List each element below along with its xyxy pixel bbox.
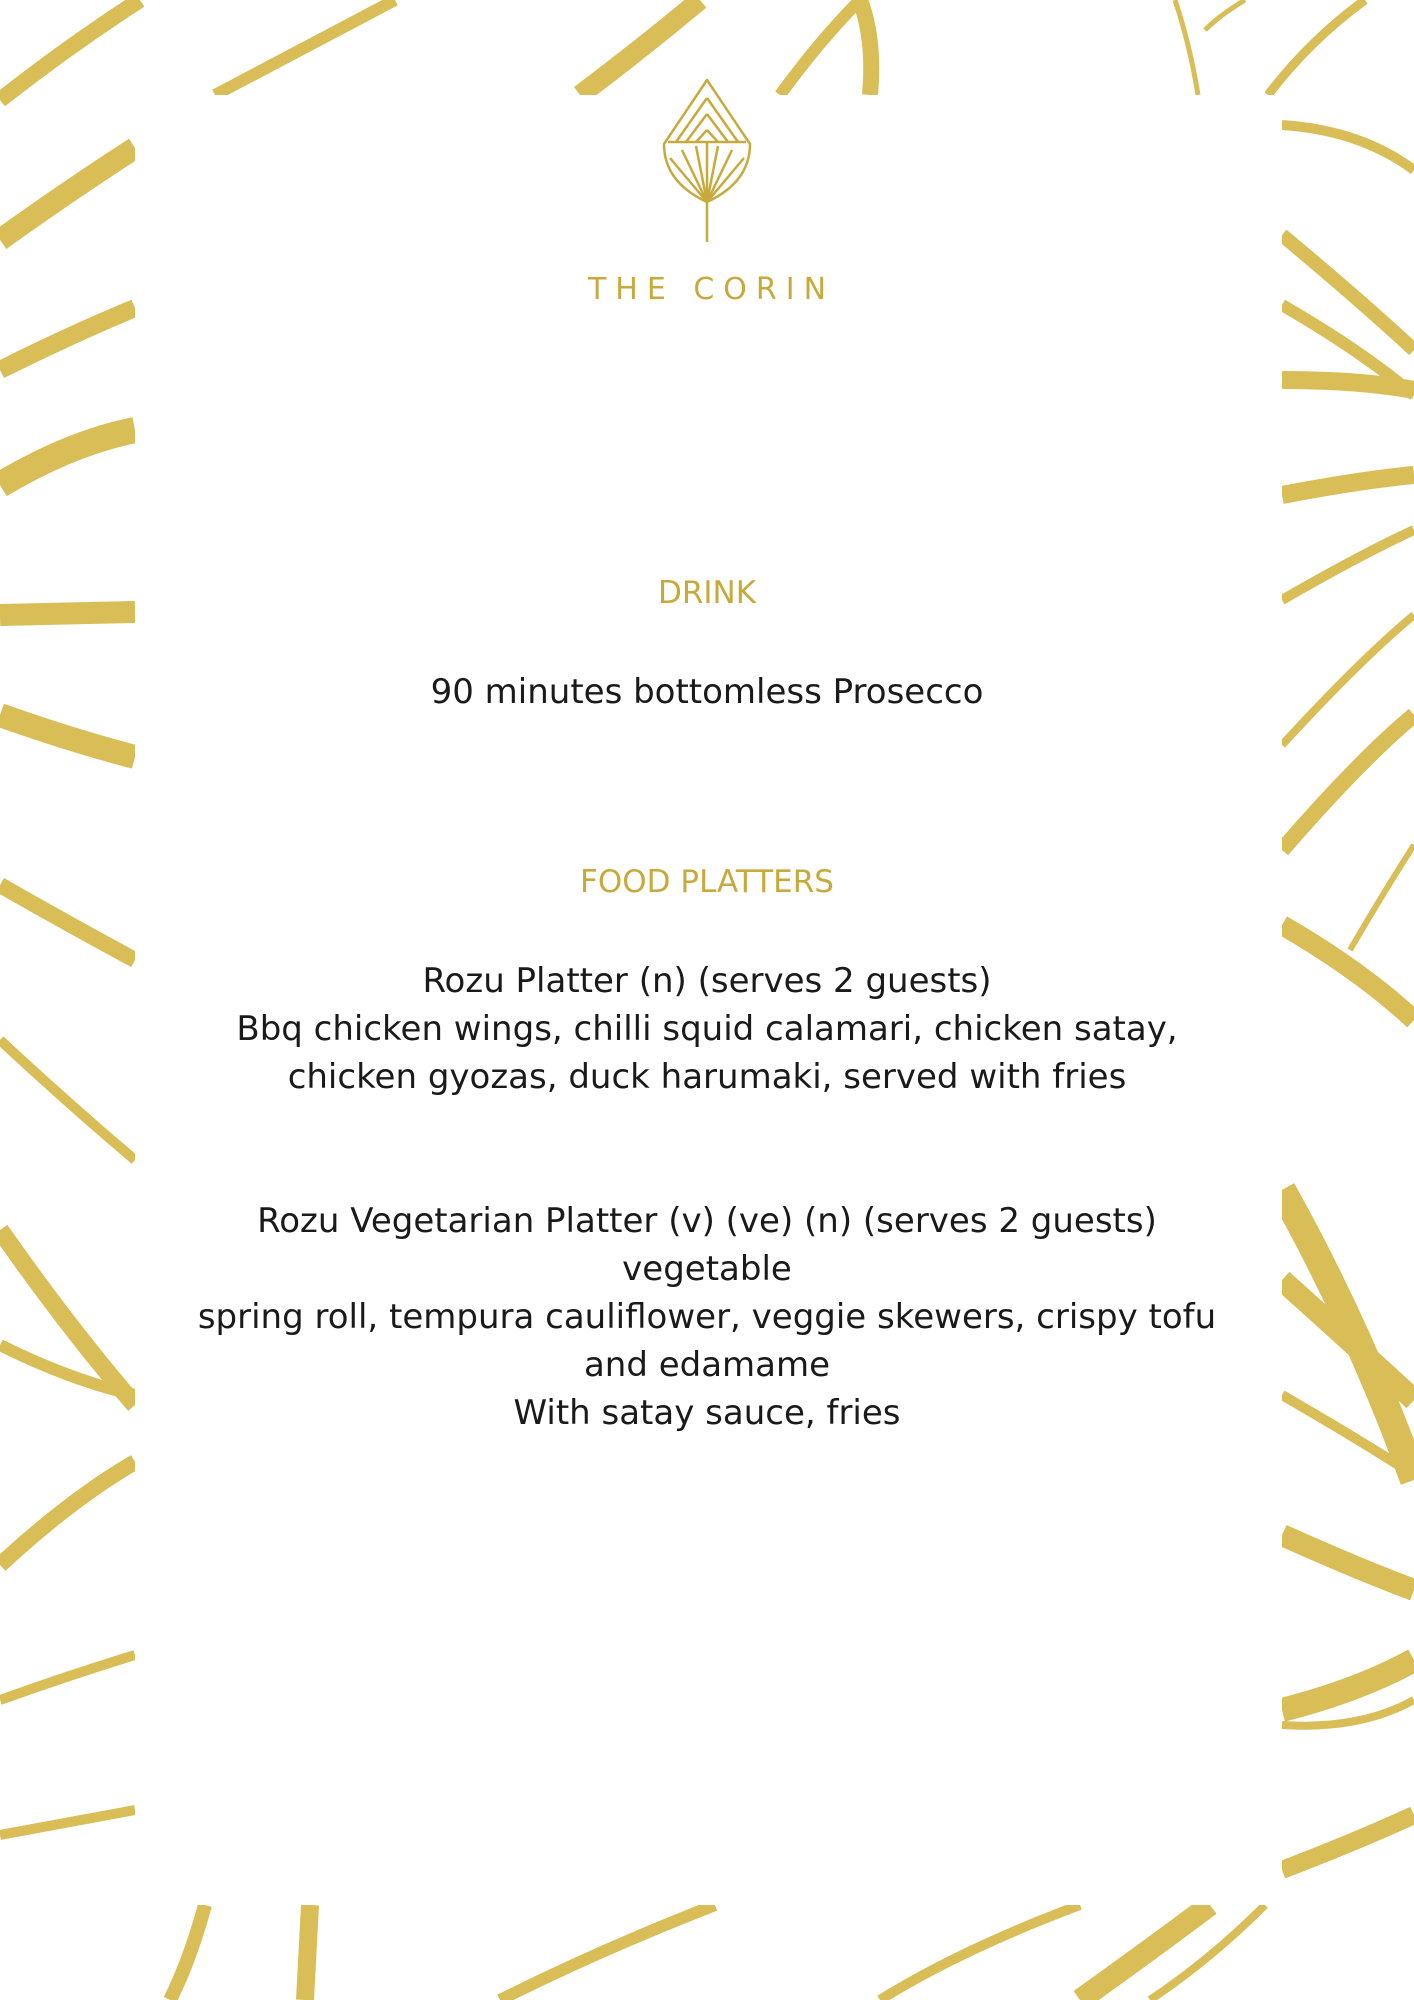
platter-2-description: spring roll, tempura cauliflower, veggie skewers, crispy tofu — [197, 1297, 1217, 1337]
drink-item: 90 minutes bottomless Prosecco — [430, 672, 984, 712]
platter-2-title: Rozu Vegetarian Platter (v) (ve) (n) (serves 2 guests) vegetable — [257, 1201, 1157, 1289]
platter-1-description: Bbq chicken wings, chilli squid calamari, chicken satay, — [236, 1009, 1178, 1049]
food-section — [175, 864, 1239, 900]
platter-2 — [175, 1197, 1239, 1437]
drink-section — [175, 575, 1239, 611]
platter-1-description: chicken gyozas, duck harumaki, served with fries — [287, 1057, 1127, 1097]
platter-1 — [175, 957, 1239, 1101]
platter-2-description: and edamame — [583, 1345, 831, 1385]
platter-1-title: Rozu Platter (n) (serves 2 guests) — [422, 961, 992, 1001]
brand-name: THE CORIN — [587, 272, 836, 307]
drink-heading: DRINK — [657, 575, 757, 611]
platter-2-sides: With satay sauce, fries — [513, 1393, 901, 1433]
food-heading: FOOD PLATTERS — [580, 864, 834, 900]
drink-item-list — [175, 668, 1239, 716]
art-deco-leaf-icon — [658, 78, 756, 244]
